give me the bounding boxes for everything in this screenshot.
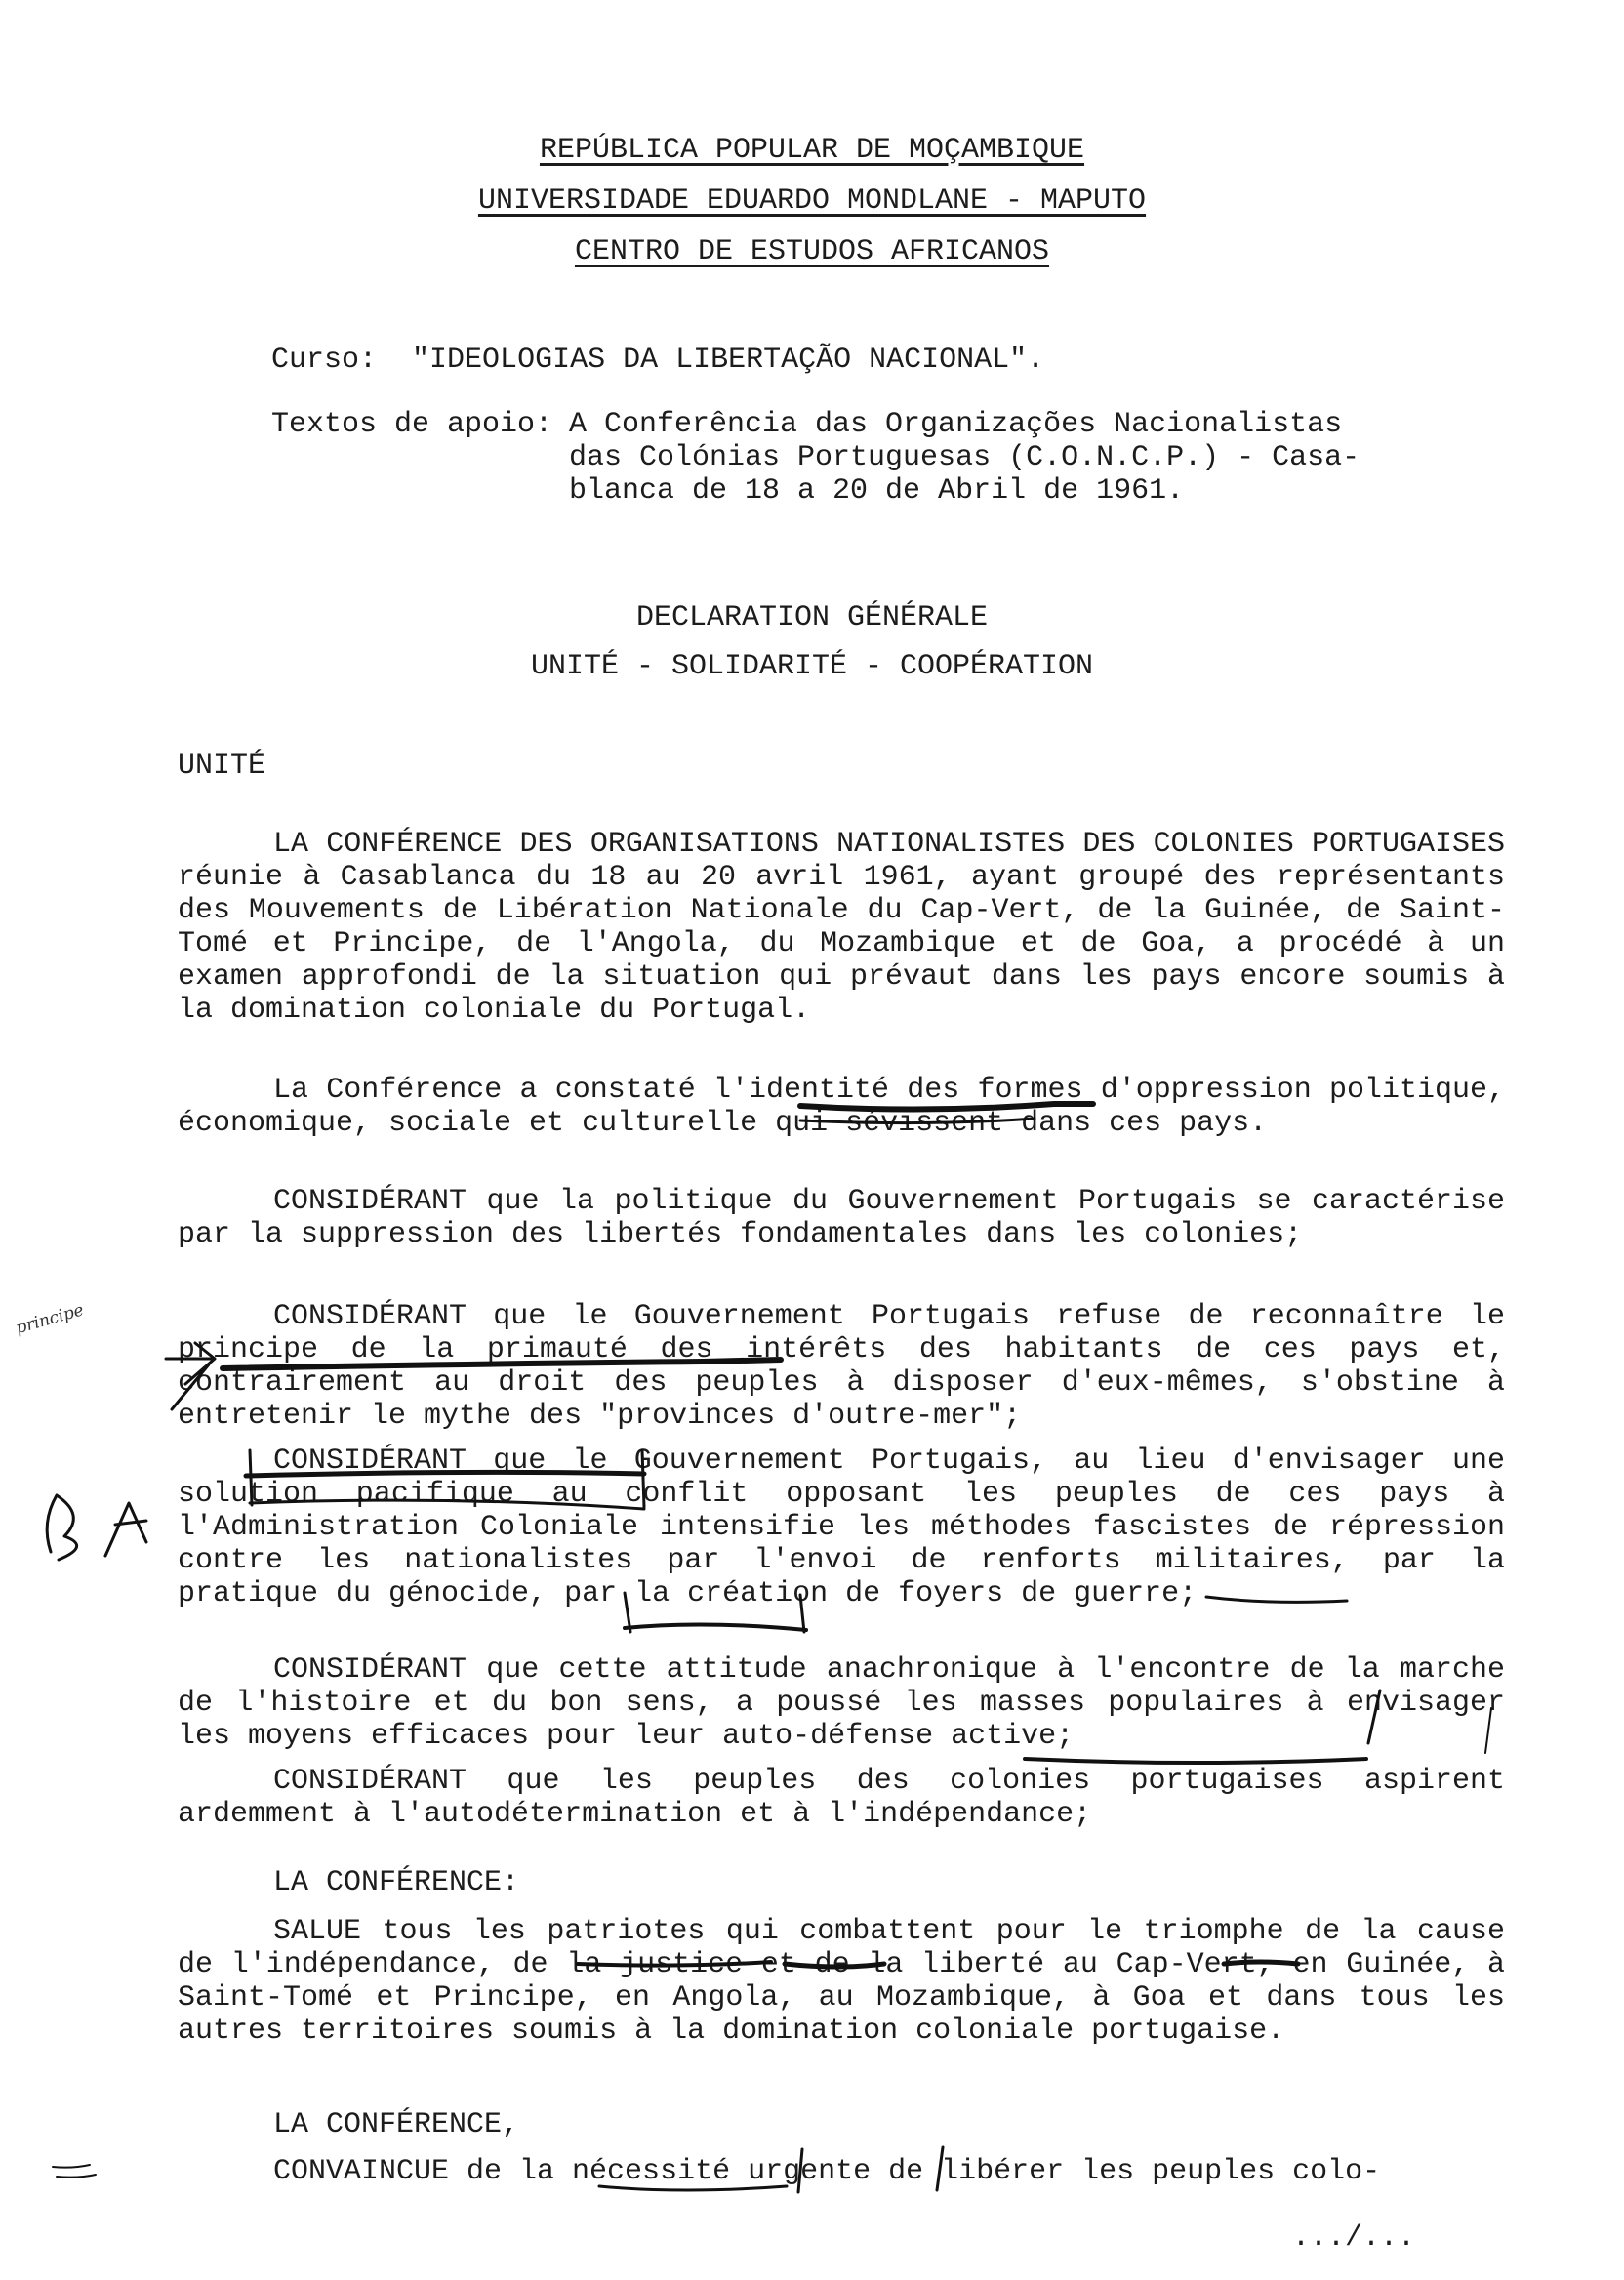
- paragraph-considerant-libertes: CONSIDÉRANT que la politique du Gouvernement Portugais se caractérise par la suppression des libertés fondamentales dans les colonies;: [178, 1185, 1505, 1251]
- course-line: [271, 344, 1044, 377]
- support-line-1: A Conferência das Organizações Nacionalistas: [569, 408, 1343, 441]
- section-heading-unite: UNITÉ: [178, 750, 266, 783]
- course-value: "IDEOLOGIAS DA LIBERTAÇÃO NACIONAL".: [412, 344, 1045, 377]
- header-centre: CENTRO DE ESTUDOS AFRICANOS: [574, 235, 1050, 268]
- paragraph-salue: SALUE tous les patriotes qui combattent pour le triomphe de la cause de l'indépendance, de la justice et de la liberté au Cap-Vert, en Guinée, à Saint-Tomé et Principe, en Angola, au Mozambique, à Goa et dans tous les autres territoires soumis à la domination coloniale portugaise.: [178, 1915, 1505, 2048]
- closing-line: CONVAINCUE de la nécessité urgente de libérer les peuples colo-: [273, 2155, 1381, 2188]
- star-icon: [105, 1503, 146, 1556]
- conference-label-1: LA CONFÉRENCE:: [273, 1866, 520, 1899]
- paragraph-considerant-primaute: CONSIDÉRANT que le Gouvernement Portugais refuse de reconnaître le principe de la primauté des intérêts des habitants de ces pays et, contrairement au droit des peuples à disposer d'eux-mêmes, s'obstine à entretenir le mythe des "provinces d'outre-mer";: [178, 1300, 1505, 1433]
- support-line-3: blanca de 18 a 20 de Abril de 1961.: [569, 474, 1185, 508]
- header-block: [0, 125, 1624, 277]
- handwritten-margin-note: principe: [14, 1300, 87, 1339]
- paragraph-considerant-autodetermination: CONSIDÉRANT que les peuples des colonies portugaises aspirent ardemment à l'autodétermination et à l'indépendance;: [178, 1765, 1505, 1831]
- course-label: Curso:: [271, 344, 378, 377]
- header-republic: REPÚBLICA POPULAR DE MOÇAMBIQUE: [539, 134, 1085, 167]
- declaration-subtitle: UNITÉ - SOLIDARITÉ - COOPÉRATION: [530, 650, 1094, 683]
- support-label: Textos de apoio:: [271, 408, 553, 441]
- box-genocide: [625, 1624, 806, 1630]
- declaration-title-block: [0, 593, 1624, 691]
- support-text: [569, 408, 1360, 508]
- header-university: UNIVERSIDADE EDUARDO MONDLANE - MAPUTO: [477, 184, 1147, 218]
- paragraph-oppression: La Conférence a constaté l'identité des formes d'oppression politique, économique, sociale et culturelle qui sévissent dans ces pays.: [178, 1074, 1505, 1140]
- paragraph-considerant-attitude: CONSIDÉRANT que cette attitude anachronique à l'encontre de la marche de l'histoire et du bon sens, a poussé les masses populaires à envisager les moyens efficaces pour leur auto-défense active;: [178, 1653, 1505, 1753]
- declaration-title: DECLARATION GÉNÉRALE: [635, 601, 989, 634]
- underline-auto-defense: [1025, 1759, 1366, 1763]
- handwritten-b-mark: [47, 1495, 76, 1560]
- paragraph-conference-intro: LA CONFÉRENCE DES ORGANISATIONS NATIONALISTES DES COLONIES PORTUGAISES réunie à Casablanca du 18 au 20 avril 1961, ayant groupé des représentants des Mouvements de Libération Nationale du Cap-Vert, de la Guinée, de Saint-Tomé et Principe, de l'Angola, du Mozambique et de Goa, a procédé à un examen approfondi de la situation qui prévaut dans les pays encore soumis à la domination coloniale du Portugal.: [178, 828, 1505, 1027]
- paragraph-considerant-solution: CONSIDÉRANT que le Gouvernement Portugais, au lieu d'envisager une solution pacifique au conflit opposant les peuples de ces pays à l'Administration Coloniale intensifie les méthodes fascistes de répression contre les nationalistes par l'envoi de renforts militaires, par la pratique du génocide, par la création de foyers de guerre;: [178, 1445, 1505, 1610]
- continuation-mark: .../...: [1292, 2221, 1416, 2255]
- dash-mark: [53, 2165, 96, 2178]
- conference-label-2: LA CONFÉRENCE,: [273, 2108, 520, 2141]
- support-line-2: das Colónias Portuguesas (C.O.N.C.P.) - Casa-: [569, 441, 1360, 474]
